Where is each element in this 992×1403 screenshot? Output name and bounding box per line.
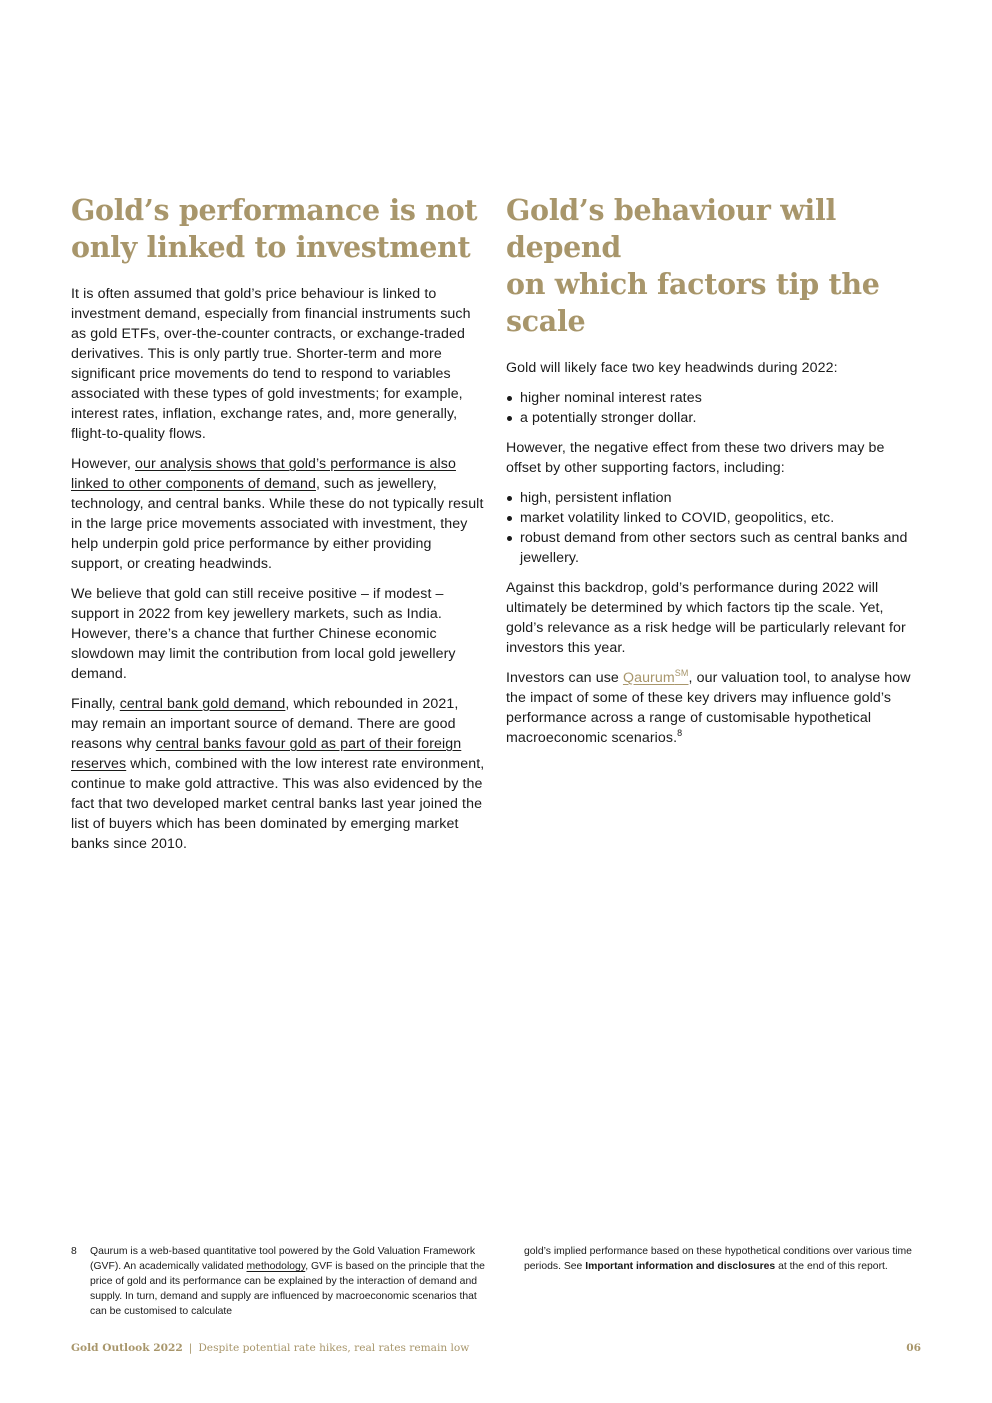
list-item: high, persistent inflation [506,488,922,508]
qaurum-link[interactable] [623,670,689,686]
right-p4-pre: Investors can use [506,670,623,686]
left-paragraph-3: We believe that gold can still receive positive – if modest – support in 2022 from key jewellery markets, such as India. However, there’s a chance that further Chinese economic slowdown may limit the contribution from local gold jewellery demand. [71,586,456,682]
footnote-text-pre: Qaurum is a web-based quantitative tool powered by the Gold Valuation Framework (GVF). An academically validated [90,1246,476,1272]
publication-title: Gold Outlook 2022 [71,1342,183,1354]
supporting-factors-list [506,488,922,568]
list-item: higher nominal interest rates [506,388,922,408]
left-p2-post: , such as jewellery, technology, and central banks. While these do not typically result in the large price movements associated with investment, they help underpin gold price performance by either providing support, or creating headwinds. [71,476,484,572]
right-paragraph-2: However, the negative effect from these two drivers may be offset by other supporting factors, including: [506,440,885,476]
page-footer [71,1342,921,1358]
right-column [506,192,922,758]
left-p4-pre: Finally, [71,696,120,712]
left-paragraph-2 [71,454,485,574]
right-heading-line2: on which factors tip the scale [506,267,880,338]
footnote-ref[interactable]: 8 [677,728,683,738]
page-number: 06 [906,1342,921,1354]
right-heading [506,192,922,340]
footnote-cont-pre: gold’s implied performance based on these hypothetical conditions over various time periods. See [524,1246,912,1272]
left-p4-post: which, combined with the low interest rate environment, continue to make gold attractive. This was also evidenced by the fact that two developed market central banks last year joined the list of buyers which has been dominated by emerging market banks since 2010. [71,756,485,852]
right-paragraph-3: Against this backdrop, gold’s performance during 2022 will ultimately be determined by which factors tip the scale. Yet, gold’s relevance as a risk hedge will be particularly relevant for investors this year. [506,580,906,656]
central-banks-reserves-link[interactable]: central banks favour gold as part of their foreign reserves [71,736,462,772]
central-bank-demand-link[interactable]: central bank gold demand [119,696,286,712]
left-heading [71,192,485,266]
left-paragraph-4 [71,694,485,854]
left-column [71,192,485,864]
right-heading-line1: Gold’s behaviour will depend [506,193,837,264]
left-p2-pre: However, [71,456,135,472]
footnote-text [90,1244,487,1319]
headwinds-list [506,388,922,428]
footnote-number: 8 [71,1246,77,1257]
footnote-cont-post: at the end of this report. [775,1261,888,1272]
disclosures-reference: Important information and disclosures [585,1261,776,1272]
left-heading-line1: Gold’s performance is not [71,193,478,227]
qaurum-link-text: Qaurum [622,670,675,686]
left-heading-line2: only linked to investment [71,230,471,264]
left-paragraph-1: It is often assumed that gold’s price behaviour is linked to investment demand, especially from financial instruments such as gold ETFs, over-the-counter contracts, or exchange-traded derivatives. This is only partly true. Shorter-term and more significant price movements do tend to respond to variables associated with these types of gold investments; for example, interest rates, inflation, exchange rates, and, more generally, flight-to-quality flows. [71,286,471,442]
footer-separator: | [188,1342,193,1354]
analysis-demand-link[interactable]: our analysis shows that gold’s performance is also linked to other components of demand [71,456,456,492]
footnote-8 [71,1244,487,1319]
service-mark: SM [674,668,689,678]
right-p4-post: , our valuation tool, to analyse how the impact of some of these key drivers may influence gold’s performance across a range of customisable hypothetical macroeconomic scenarios. [506,670,911,746]
section-title: Despite potential rate hikes, real rates remain low [198,1342,470,1354]
right-paragraph-1: Gold will likely face two key headwinds during 2022: [506,360,838,376]
left-p4-mid: , which rebounded in 2021, may remain an important source of demand. There are good reasons why [71,696,459,752]
footnote-continuation [524,1244,924,1274]
list-item: robust demand from other sectors such as central banks and jewellery. [506,528,922,568]
list-item: a potentially stronger dollar. [506,408,922,428]
footnote-text-post: , GVF is based on the principle that the price of gold and its performance can be explained by the interaction of demand and supply. In turn, demand and supply are influenced by macroeconomic scenarios that can be customised to calculate [90,1261,485,1317]
right-paragraph-4 [506,668,922,748]
methodology-link[interactable]: methodology [246,1261,306,1272]
list-item: market volatility linked to COVID, geopolitics, etc. [506,508,922,528]
